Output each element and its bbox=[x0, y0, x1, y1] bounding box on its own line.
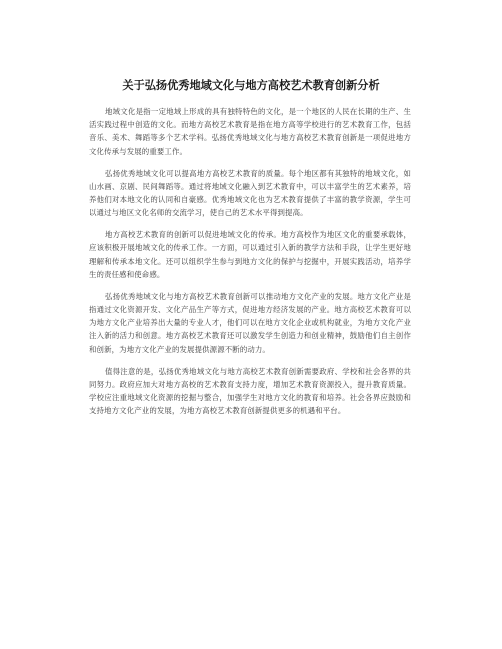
paragraph-4: 弘扬优秀地域文化与地方高校艺术教育创新可以推动地方文化产业的发展。地方文化产业是指通过文化资源开发、文化产品生产等方式，促进地方经济发展的产业。地方高校艺术教育可以为地方文化产业培养出大量的专业人才，他们可以在地方文化企业或机构就业，为地方文化产业注入新的活力和创意。地方高校艺术教育还可以激发学生创造力和创业精神，鼓励他们自主创作和创新，为地方文化产业的发展提供源源不断的动力。 bbox=[89, 291, 411, 354]
paragraph-3: 地方高校艺术教育的创新可以促进地域文化的传承。地方高校作为地区文化的重要承载体，应该积极开展地域文化的传承工作。一方面，可以通过引入新的教学方法和手段，让学生更好地理解和传承本地文化。还可以组织学生参与到地方文化的保护与挖掘中，开展实践活动，培养学生的责任感和使命感。 bbox=[89, 230, 411, 279]
paragraph-1: 地域文化是指一定地域上形成的具有独特特色的文化，是一个地区的人民在长期的生产、生活实践过程中创造的文化。而地方高校艺术教育是指在地方高等学校进行的艺术教育工作，包括音乐、美术、舞蹈等多个艺术学科。弘扬优秀地域文化与地方高校艺术教育创新是一项促进地方文化传承与发展的重要工作。 bbox=[89, 107, 411, 156]
document-body bbox=[89, 105, 411, 426]
paragraph-2: 弘扬优秀地域文化可以提高地方高校艺术教育的质量。每个地区都有其独特的地域文化，如山水画、京剧、民间舞蹈等。通过将地域文化融入到艺术教育中，可以丰富学生的艺术素养，培养他们对本地文化的认同和自豪感。优秀地域文化也为艺术教育提供了丰富的教学资源，学生可以通过与地区文化名师的交流学习，使自己的艺术水平得到提高。 bbox=[89, 168, 411, 218]
paragraph-5: 值得注意的是，弘扬优秀地域文化与地方高校艺术教育创新需要政府、学校和社会各界的共同努力。政府应加大对地方高校的艺术教育支持力度，增加艺术教育资源投入，提升教育质量。学校应注重地域文化资源的挖掘与整合，加强学生对地方文化的教育和培养。社会各界应鼓励和支持地方文化产业的发展，为地方高校艺术教育创新提供更多的机遇和平台。 bbox=[89, 366, 411, 416]
document-title: 关于弘扬优秀地域文化与地方高校艺术教育创新分析 bbox=[122, 79, 380, 92]
